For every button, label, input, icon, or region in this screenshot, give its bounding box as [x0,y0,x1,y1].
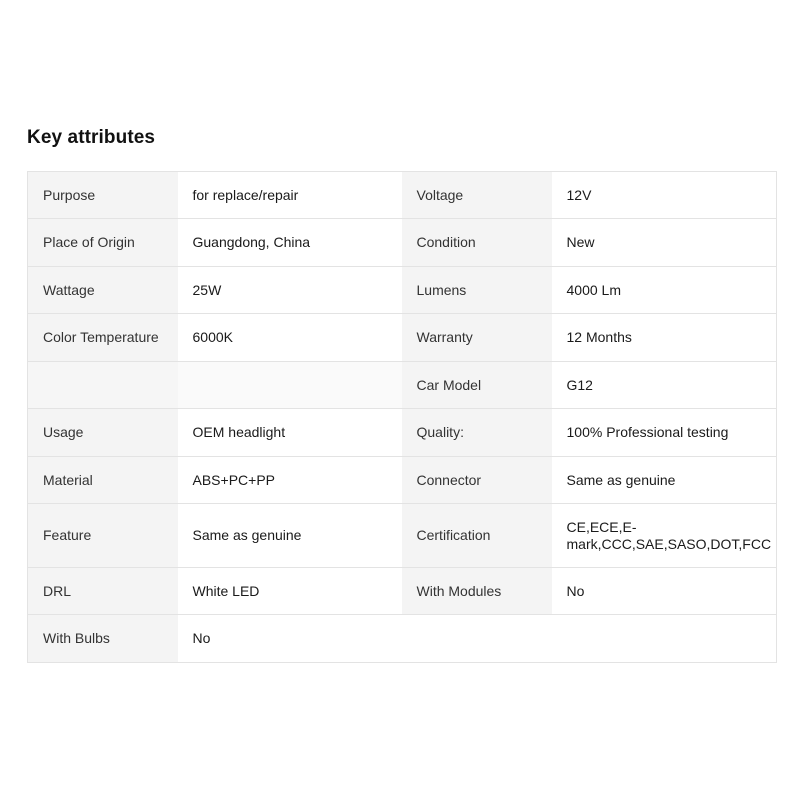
attribute-row [28,457,777,504]
attribute-key: Quality: [402,409,552,457]
attribute-key: Purpose [28,172,178,219]
attribute-key: Car Model [402,362,552,409]
attribute-row [28,219,777,267]
attribute-key: Material [28,457,178,504]
attribute-row [28,615,777,663]
attribute-row [28,409,777,457]
attribute-value: for replace/repair [178,172,402,219]
attribute-key: Warranty [402,314,552,362]
attribute-value: CE,ECE,E-mark,CCC,SAE,SASO,DOT,FCC [552,504,777,568]
attribute-key: With Modules [402,568,552,615]
attribute-value: New [552,219,777,267]
attribute-value: Same as genuine [552,457,777,504]
attribute-key: Lumens [402,267,552,314]
attribute-key: Wattage [28,267,178,314]
attribute-value: No [178,615,402,663]
attribute-key-empty [402,615,552,663]
attribute-key: With Bulbs [28,615,178,663]
attribute-key: Feature [28,504,178,568]
attribute-value: 6000K [178,314,402,362]
attribute-key: Connector [402,457,552,504]
attribute-key: Certification [402,504,552,568]
attribute-value: 100% Professional testing [552,409,777,457]
attribute-key: Condition [402,219,552,267]
attribute-key: Color Temperature [28,314,178,362]
attribute-value: 4000 Lm [552,267,777,314]
attribute-row [28,568,777,615]
attribute-value: Same as genuine [178,504,402,568]
attribute-row [28,172,777,219]
attribute-row [28,267,777,314]
attribute-value: Guangdong, China [178,219,402,267]
attribute-value: ABS+PC+PP [178,457,402,504]
attribute-key-blank [28,362,178,409]
attribute-row [28,362,777,409]
attribute-row [28,504,777,568]
attribute-row [28,314,777,362]
attribute-value: No [552,568,777,615]
attribute-value-blank [178,362,402,409]
attribute-key: DRL [28,568,178,615]
attribute-value: 12 Months [552,314,777,362]
key-attributes-table [27,171,777,663]
attribute-value: 25W [178,267,402,314]
section-title: Key attributes [27,127,156,148]
attribute-value-empty [552,615,777,663]
attribute-value: White LED [178,568,402,615]
attribute-key: Place of Origin [28,219,178,267]
attribute-key: Voltage [402,172,552,219]
attribute-value: G12 [552,362,777,409]
attribute-value: OEM headlight [178,409,402,457]
attribute-value: 12V [552,172,777,219]
attribute-key: Usage [28,409,178,457]
